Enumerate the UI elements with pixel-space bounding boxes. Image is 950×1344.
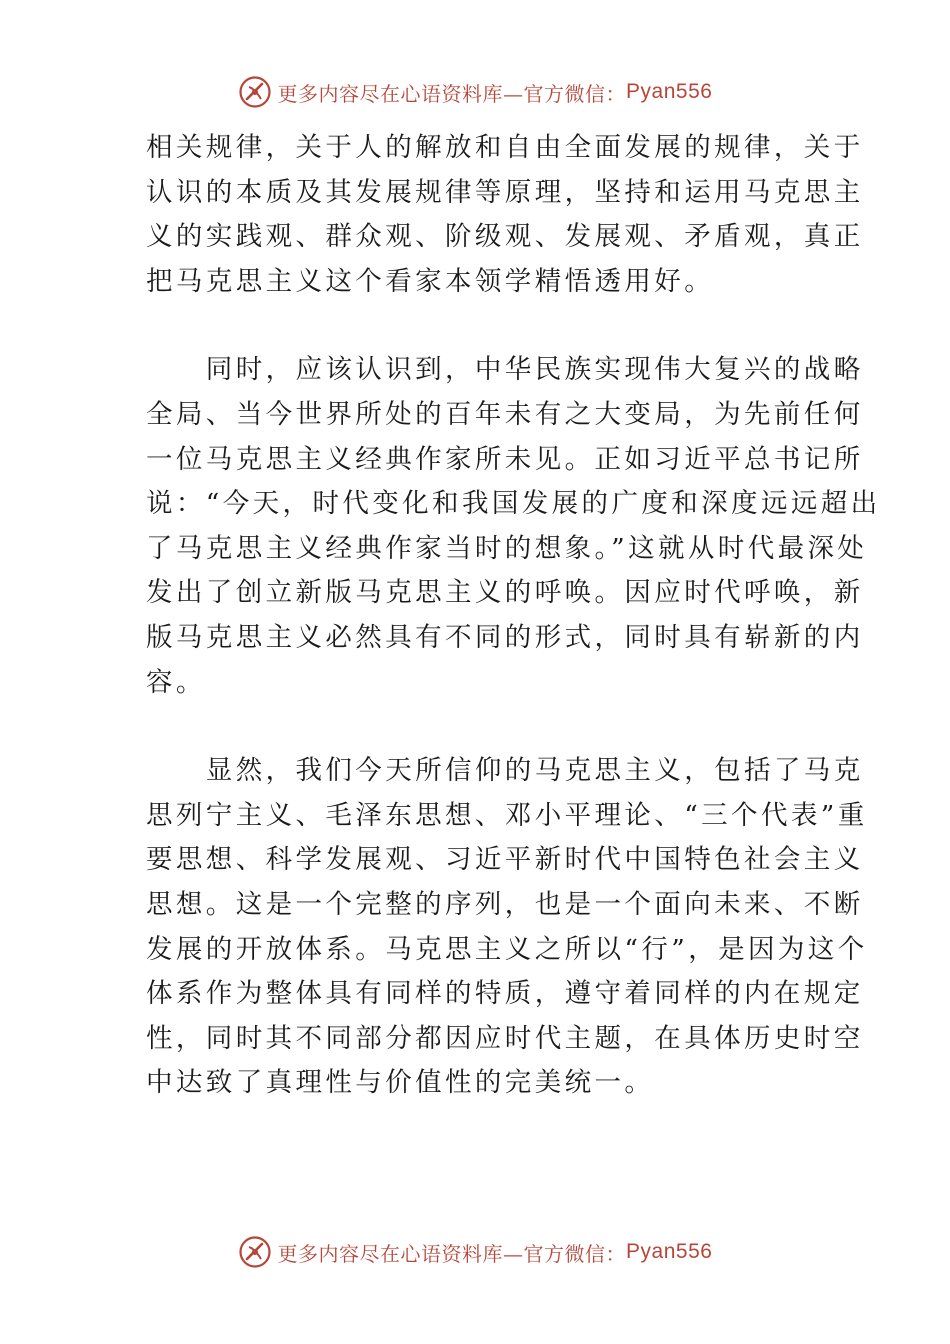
text-line: 认识的本质及其发展规律等原理，坚持和运用马克思主 xyxy=(146,176,864,208)
document-body xyxy=(146,126,881,1150)
text-line: 义的实践观、群众观、阶级观、发展观、矛盾观，真正 xyxy=(146,221,864,253)
text-line: 要思想、科学发展观、习近平新时代中国特色社会主义 xyxy=(146,844,864,876)
text-line: 显然，我们今天所信仰的马克思主义，包括了马克 xyxy=(146,755,864,787)
header-banner-id: Pyan556 xyxy=(626,80,713,103)
seal-logo-icon xyxy=(238,1235,272,1269)
footer-banner-text: 更多内容尽在心语资料库—官方微信： xyxy=(277,1241,627,1266)
text-line: 版马克思主义必然具有不同的形式，同时具有崭新的内 xyxy=(146,621,864,653)
footer-banner xyxy=(0,1232,950,1272)
footer-banner-id: Pyan556 xyxy=(626,1240,713,1263)
text-line: 思想。这是一个完整的序列，也是一个面向未来、不断 xyxy=(146,888,864,920)
text-line: 一位马克思主义经典作家所未见。正如习近平总书记所 xyxy=(146,443,864,475)
paragraph-1 xyxy=(146,126,864,304)
header-banner xyxy=(0,72,950,112)
text-line: 全局、当今世界所处的百年未有之大变局，为先前任何 xyxy=(146,398,864,430)
paragraph-2 xyxy=(146,348,881,705)
text-line: 同时，应该认识到，中华民族实现伟大复兴的战略 xyxy=(146,354,864,386)
text-line: 体系作为整体具有同样的特质，遵守着同样的内在规定 xyxy=(146,978,864,1010)
text-line: 中达致了真理性与价值性的完美统一。 xyxy=(146,1067,655,1099)
text-line: 思列宁主义、毛泽东思想、邓小平理论、“三个代表”重 xyxy=(146,799,868,831)
text-line: 了马克思主义经典作家当时的想象。”这就从时代最深处 xyxy=(146,532,868,564)
text-line: 把马克思主义这个看家本领学精悟透用好。 xyxy=(146,265,715,297)
text-line: 说：“今天，时代变化和我国发展的广度和深度远远超出 xyxy=(146,488,881,520)
text-line: 容。 xyxy=(146,666,206,698)
paragraph-3 xyxy=(146,749,868,1106)
header-banner-text: 更多内容尽在心语资料库—官方微信： xyxy=(277,81,627,106)
text-line: 性，同时其不同部分都因应时代主题，在具体历史时空 xyxy=(146,1022,864,1054)
text-line: 发展的开放体系。马克思主义之所以“行”，是因为这个 xyxy=(146,933,868,965)
text-line: 相关规律，关于人的解放和自由全面发展的规律，关于 xyxy=(146,132,864,163)
text-line: 发出了创立新版马克思主义的呼唤。因应时代呼唤，新 xyxy=(146,577,864,609)
seal-logo-icon xyxy=(238,75,272,109)
